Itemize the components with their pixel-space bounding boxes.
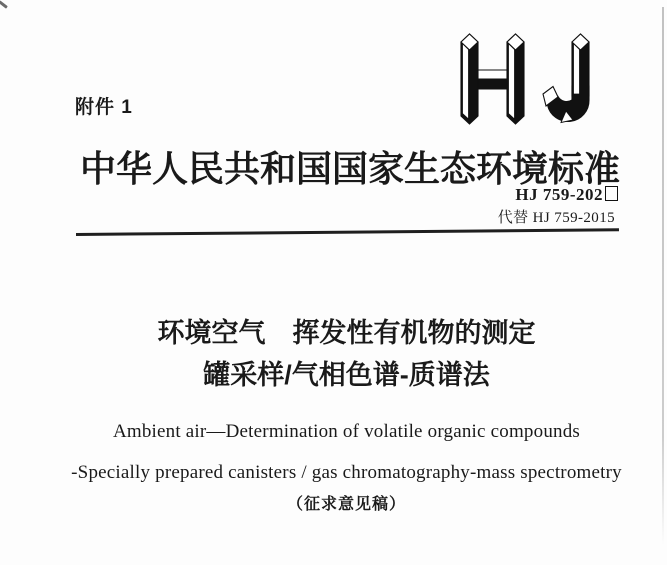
attachment-label: 附件 1 [75, 97, 133, 118]
draft-for-comments-note: （征求意见稿） [286, 496, 406, 513]
hj-letter-j [543, 34, 589, 123]
header-divider-rule [76, 228, 619, 235]
hj-logo [455, 26, 605, 130]
corner-scan-speck [0, 0, 8, 9]
year-placeholder-box [605, 186, 618, 201]
title-en-line1: Ambient air—Determination of volatile organic compounds [112, 421, 581, 442]
replaces-standard: 代替 HJ 759-2015 [497, 210, 615, 226]
standard-number-text: HJ 759-202 [515, 185, 603, 204]
national-standard-heading: 中华人民共和国国家生态环境标准 [80, 149, 621, 189]
title-cn-line2: 罐采样/气相色谱-质谱法 [203, 360, 490, 390]
hj-logo-svg [455, 26, 605, 130]
title-en-line2: -Specially prepared canisters / gas chromatography-mass spectrometry [71, 462, 622, 483]
hj-letter-h [461, 34, 524, 124]
standard-number [515, 185, 618, 205]
title-cn-line1: 环境空气 挥发性有机物的测定 [157, 318, 536, 348]
